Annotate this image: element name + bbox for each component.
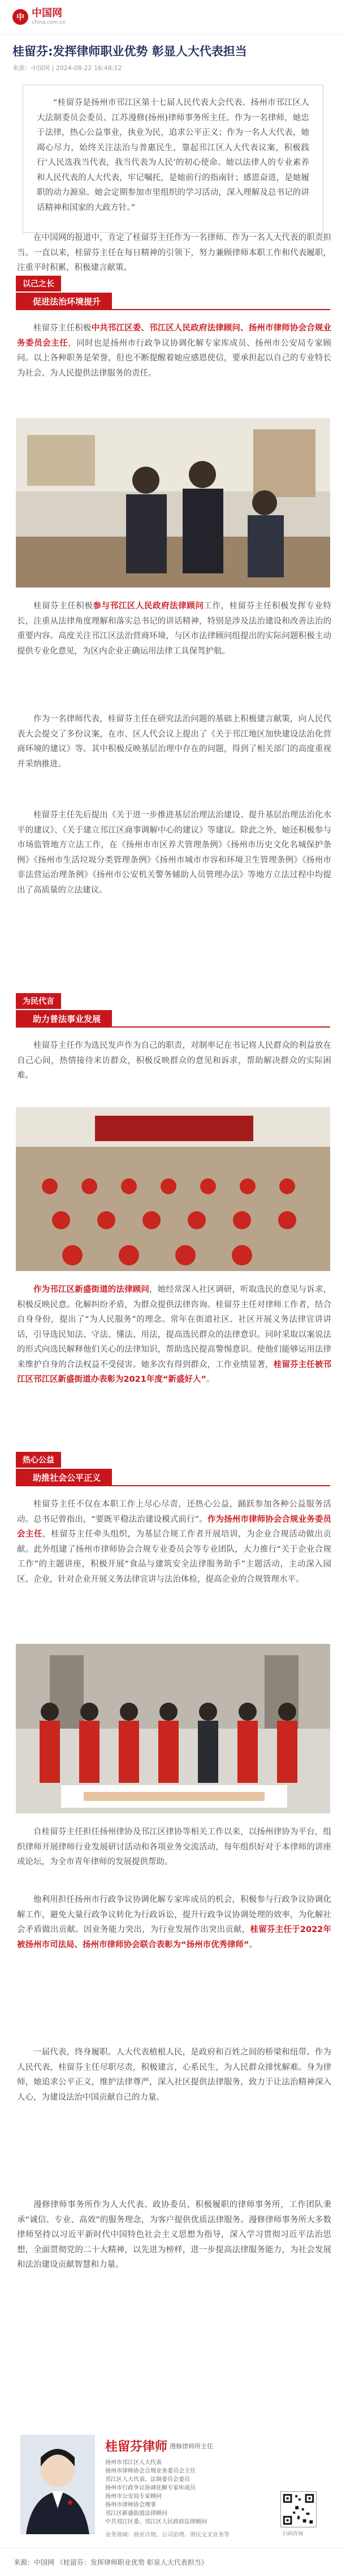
sec2-p1: 桂留芬主任作为选民发声作为自己的职责，对制率记在书记将人民群众的利益放在自己心间，热情接待来访群众，积极反映群众的意见和诉求，帮助解决群众的实际困难。 [17, 1041, 331, 1080]
section-heading-2 [16, 993, 330, 1029]
sec1-p2-rest: 工作，桂留芬主任积极发挥专业特长，注重从法律角度理解和落实总书记的讲话精神，特别是涉及法治建设和改善法治的重要内容。高度关注邗江区法治营商环境，与区市法律顾问组提出的实际问题积极主动提供专业化意见，为区内企业正确运用法律工具保驾护航。 [17, 602, 332, 656]
profile-line: 扬州市行政争议协调化解专家库成员 [105, 2485, 196, 2491]
logo-main-text: 中国网 [32, 7, 62, 19]
sec3-p1 [17, 1497, 331, 1587]
profile-line: 扬州市律师协会合规业务委员会主任 [105, 2468, 196, 2474]
sec3-p3 [17, 1892, 331, 1952]
section-2-paragraph-2 [0, 1282, 346, 1387]
section-3-paragraph-3 [0, 1892, 346, 1952]
section-2-rule [16, 1026, 330, 1028]
photo-lecture-hall [16, 1107, 330, 1271]
site-header [0, 0, 346, 35]
sec1-p4: 桂留芬主任先后提出《关于进一步推进基层治理法治建设、提升基层治理法治化水平的建议》、《关于建立邗江区商事调解中心的建议》等建议。除此之外，她还积极参与市场监管地方立法工作，在《扬州市市区养犬管理条例》《扬州市历史文化名城保护条例》《扬州市生活垃圾分类管理条例》《扬州市城市市容和环境卫生管理条例》《扬州市非法营运治理条例》《扬州市公安机关警务辅助人员管理办法》等地方立法过程中均提出了高质量的立法建议。 [17, 811, 331, 895]
section-1-paragraph-2 [0, 599, 346, 659]
lawyer-portrait [20, 2435, 95, 2534]
intro-paragraph [0, 230, 346, 276]
section-1-paragraph-3 [0, 712, 346, 772]
section-2-paragraph-1 [0, 1038, 346, 1084]
profile-line: 扬州市公安局专家顾问 [105, 2494, 162, 2500]
section-heading-1 [16, 276, 330, 312]
profile-line: 邗江区人大代表、法制委员会委员 [105, 2477, 190, 2483]
section-3-paragraph-2 [0, 1825, 346, 1870]
footer-source: 来源：中国网 《桂留芬：发挥律师职业优势 彰显人大代表担当》 [14, 2558, 208, 2566]
qr-code-icon[interactable] [280, 2491, 317, 2527]
sec3-p1-rest: ，桂留芬主任牵头组织，为基层合规工作者开展培训，为企业合规活动做出贡献。此外组建了扬州市律师协会合规专业委员会等专业团队，大力推行“关于企业合规工作”的主题讲座，积极开展“食品与建筑安全法律服务助手”主题活动，主动深入园区、企业，针对企业开展义务法律宣讲与法治体检，提高企业的合规管理水平。 [17, 1530, 331, 1584]
section-1-paragraph-1 [0, 321, 346, 381]
profile-role: 漫修律师所主任 [170, 2443, 213, 2450]
section-1-rule [16, 309, 330, 310]
section-1-tag: 以己之长 [16, 276, 61, 291]
article-meta: 来源：中国网 | 2024-08-22 16:48:12 [12, 64, 122, 72]
sec3-p4: 一届代表，终身履职。人大代表植根人民，是政府和百姓之间的桥梁和纽带。作为人民代表，桂留芬主任尽职尽责，积极建言，心系民生，为人民群众排忧解难。身为律师，她追求公平正义，维护法律尊严，深入社区提供法律服务，致力于让法治精神深入人心，为建设法治中国贡献自己的力量。 [17, 2048, 331, 2102]
section-3-paragraph-4 [0, 2045, 346, 2105]
section-1-title: 促进法治环境提升 [16, 293, 112, 310]
profile-lines [105, 2458, 258, 2526]
profile-line: 扬州市邗江区人大代表 [105, 2460, 162, 2466]
profile-line: 中共邗江区委、邗江区人民政府法律顾问 [105, 2519, 207, 2525]
sec1-p3: 作为一名律师代表，桂留芬主任在研究法治问题的基础上积极建言献策，向人民代表大会提交了多份议案，在市、区人代会议上提出了《关于邗江地区加快建设法治化营商环境的建议》等。其中积极反映基层治理中存在的问题，得到了相关部门的高度重视并采纳推进。 [17, 715, 331, 769]
section-2-title: 助力普法事业发展 [16, 1010, 112, 1028]
qr-label: 扫码咨询 [283, 2531, 304, 2537]
section-1-paragraph-4 [0, 808, 346, 898]
sec2-p2-end: 。 [206, 1375, 215, 1384]
article-title: 桂留芬:发挥律师职业优势 彰显人大代表担当 [12, 45, 247, 58]
logo-sub-text: china.com.cn [32, 20, 66, 25]
photo-group-event [16, 1644, 330, 1813]
sec1-p1-rest: ，同时也是扬州市行政争议协调化解专家库成员、扬州市公安局专家顾问。以上各种职务是荣誉，但也不断提醒着她应感恩使信，要承担起以自己的专业特长为社会、为人民提供法律服务的责任。 [17, 338, 331, 378]
intro-text: 在中国网的报道中，肯定了桂留芬主任作为一名律师、作为一名人大代表的职责担当。一直以来，桂留芬主任在每日精神的引领下，努力兼顾律师本职工作和代表履职，注重平时积累，积极建言献策。 [17, 233, 331, 272]
section-3-paragraph-5 [0, 2198, 346, 2273]
sec3-p3-end: 。 [249, 1940, 258, 1950]
section-3-rule [16, 1485, 330, 1486]
profile-name: 桂留芬律师 [105, 2440, 168, 2454]
sec2-p2 [17, 1282, 331, 1387]
lawyer-profile-card [0, 2429, 346, 2542]
logo-text [32, 8, 66, 26]
section-2-tag: 为民代言 [16, 993, 61, 1009]
sec3-p1-plain: 桂留芬主任不仅在本职工作上尽心尽责，还热心公益，踊跃参加各种公益服务活动。总书记曾指出，“要既平稳法治建设模式前行”。 [17, 1500, 331, 1524]
site-logo[interactable] [12, 8, 66, 26]
profile-line: 邗江区新盛街道法律顾问 [105, 2510, 167, 2517]
section-3-tag: 热心公益 [16, 1452, 61, 1468]
lead-quote-box [23, 85, 323, 233]
sec3-p5: 漫修律师事务所作为人大代表、政协委员、积极履职的律师事务所，工作团队秉承“诚信、专业、高效”的服务理念，为客户提供优质法律服务。漫修律师事务所大多数律师坚持以习近平新时代中国特色社会主义思想为指导，深入学习贯彻习近平法治思想，全面贯彻党的二十大精神，以先进为榜样，进一步提高法律服务能力，为社会发展和法治建设贡献智慧和力量。 [17, 2200, 331, 2269]
photo-meeting [16, 418, 330, 588]
sec2-p2-highlight-2: 桂留芬主任被邗江区邗江区新盛街道办表彰为2021年度“新盛好人” [17, 1360, 331, 1384]
section-3-paragraph-1 [0, 1497, 346, 1587]
sec1-p1 [17, 321, 331, 381]
sec2-p2-rest: ，她经常深入社区调研，听取选民的意见与诉求，积极反映民意。化解纠纷矛盾，为群众提供法律咨询。桂留芬主任对律师工作者，结合自身身份，提出了“为人民服务”的理念。常年在街道社区、社区开展义务法律宣讲讲话，引导选民知法、守法、懂法、用法，提高选民群众的法律意识。同时采取以案说法的形式向选民解释他们关心的法律知识，帮助选民提高警惕意识。使他们能够运用法律来维护自身的合法权益不受侵害。她多次有得到群众，工作业绩显著， [17, 1285, 331, 1369]
section-heading-3 [16, 1452, 330, 1488]
section-3-title: 助推社会公平正义 [16, 1469, 112, 1486]
profile-note: 业务领域：商业合规、公司治理、刑民交叉业务等 [105, 2532, 230, 2538]
sec1-p1-highlight: 中共邗江区委、邗江区人民政府法律顾问、扬州市律师协会合规业务委员会主任 [17, 324, 331, 348]
logo-badge-icon: 中 [12, 9, 28, 25]
lead-quote-text: “桂留芬是扬州市邗江区第十七届人民代表大会代表、扬州市邗江区人大法制委员会委员、江苏漫修(扬州)律师事务所主任。作为一名律师，她忠于法律，热心公益事业，执业为民，追求公平正义；作为一名人大代表，她竭心尽力，始终关注法治与普惠民生，靠起邗江区人大代表议案，积极践行‘人民选我当代表，我当代表为人民’的初心使命。她以法律人的专业素养和人民代表的人大代表，牢记嘱托，是她前行的指南针；感恩奋进，是她履职的动力源泉。她会定期参加市里组织的学习活动，深入理解及总书记的讲话精神和国家的大政方针。” [37, 98, 309, 212]
sec1-p2-plain: 桂留芬主任积极 [33, 602, 93, 611]
sec3-p1-highlight: 作为扬州市律师协会合规业务委员会主任 [17, 1515, 332, 1539]
sec1-p2 [17, 599, 331, 659]
sec1-p2-highlight: 参与邗江区人民政府法律顾问 [93, 602, 204, 611]
sec2-p2-highlight: 作为邗江区新盛街道的法律顾问 [33, 1285, 149, 1294]
profile-line: 扬州市律师协会理事 [105, 2502, 156, 2508]
sec3-p3-plain: 他利用担任扬州市行政争议协调化解专家库成员的机会，积极参与行政争议协调化解工作，避免大量行政争议转化为行政诉讼，提升行政争议协调处理的效率，为化解社会矛盾做出贡献。因业务能力突出，为行业发展作出突出贡献， [17, 1895, 331, 1934]
sec3-p3-highlight: 桂留芬主任于2022年被扬州市司法局、扬州市律师协会联合表彰为“扬州市优秀律师” [17, 1925, 331, 1950]
sec3-p2: 自桂留芬主任担任扬州律协及邗江区律协等相关工作以来，以扬州律协为平台，组织律师开展律师行业发展研讨活动和各项业务交流活动，每年组织好对于本律师的讲座或论坛，为全市青年律师的发展提供帮助。 [17, 1827, 331, 1866]
sec1-p1-plain: 桂留芬主任积极 [33, 324, 92, 333]
source-footer [0, 2548, 346, 2576]
article-head [0, 35, 346, 72]
